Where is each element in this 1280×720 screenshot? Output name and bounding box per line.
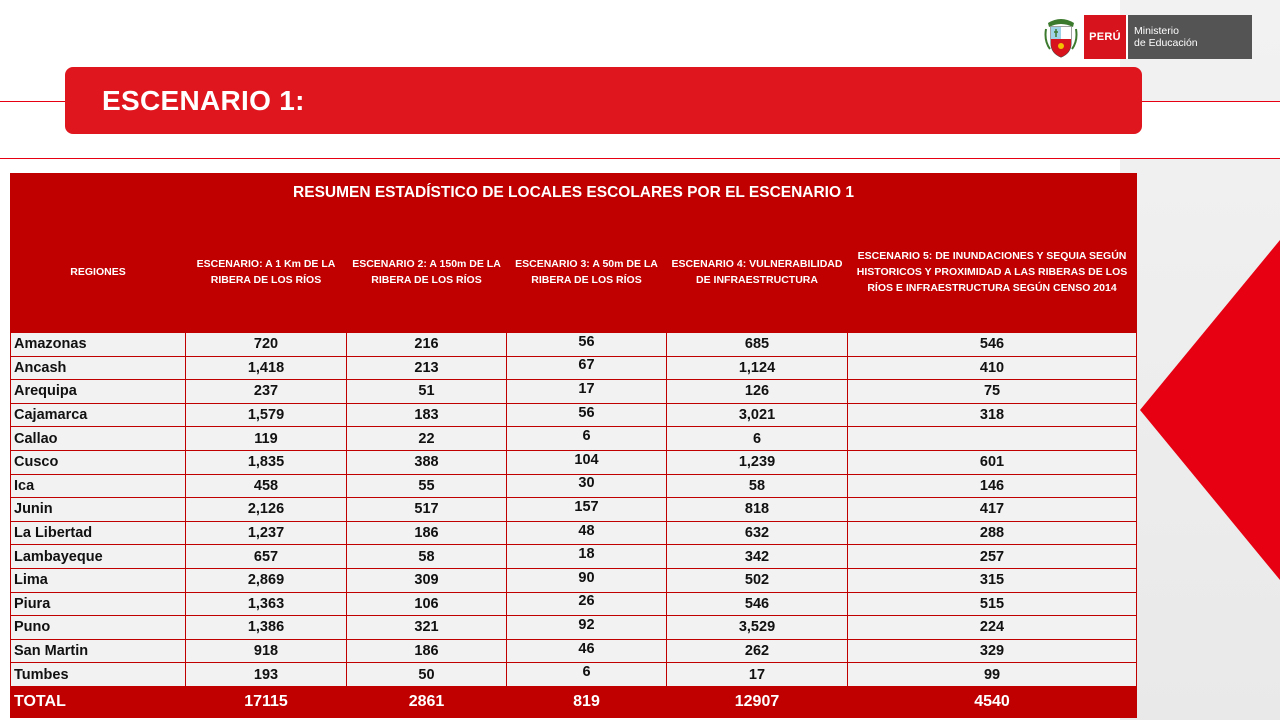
- ministry-line-1: Ministerio: [1134, 25, 1179, 37]
- value-cell: 1,124: [667, 356, 848, 380]
- value-cell: 17: [667, 663, 848, 687]
- table-row: [11, 380, 1137, 404]
- value-cell: 106: [347, 592, 507, 616]
- table-body: [11, 333, 1137, 718]
- total-value: 2861: [347, 686, 507, 717]
- value-cell: 146: [848, 474, 1137, 498]
- column-header-scenario-2: ESCENARIO 2: A 150m DE LA RIBERA DE LOS RÍOS: [347, 212, 507, 333]
- region-cell: Ica: [11, 474, 186, 498]
- table-row: [11, 616, 1137, 640]
- value-cell: 186: [347, 639, 507, 663]
- title-banner: [65, 67, 1142, 134]
- region-cell: Lima: [11, 568, 186, 592]
- value-cell: 55: [347, 474, 507, 498]
- value-cell: 90: [507, 568, 667, 592]
- page-title: ESCENARIO 1:: [102, 84, 305, 116]
- value-cell: 458: [186, 474, 347, 498]
- value-cell: 6: [507, 663, 667, 687]
- ministry-logo: [1044, 15, 1252, 59]
- value-cell: 50: [347, 663, 507, 687]
- value-cell: 126: [667, 380, 848, 404]
- value-cell: 918: [186, 639, 347, 663]
- column-header-scenario-5: ESCENARIO 5: DE INUNDACIONES Y SEQUIA SEGÚN HISTORICOS Y PROXIMIDAD A LAS RIBERAS DE LOS RÍOS E INFRAESTRUCTURA SEGÚN CENSO 2014: [848, 212, 1137, 333]
- value-cell: 546: [848, 333, 1137, 357]
- value-cell: 342: [667, 545, 848, 569]
- value-cell: 515: [848, 592, 1137, 616]
- column-header-regions: REGIONES: [11, 212, 186, 333]
- value-cell: 1,363: [186, 592, 347, 616]
- value-cell: 632: [667, 521, 848, 545]
- region-cell: Piura: [11, 592, 186, 616]
- value-cell: 321: [347, 616, 507, 640]
- value-cell: 99: [848, 663, 1137, 687]
- value-cell: 288: [848, 521, 1137, 545]
- value-cell: 1,579: [186, 403, 347, 427]
- table-row: [11, 450, 1137, 474]
- total-row: [11, 686, 1137, 717]
- value-cell: 410: [848, 356, 1137, 380]
- value-cell: 2,869: [186, 568, 347, 592]
- table-row: [11, 639, 1137, 663]
- table-row: [11, 498, 1137, 522]
- value-cell: 1,239: [667, 450, 848, 474]
- value-cell: 2,126: [186, 498, 347, 522]
- value-cell: 517: [347, 498, 507, 522]
- region-cell: Tumbes: [11, 663, 186, 687]
- table-row: [11, 592, 1137, 616]
- value-cell: 685: [667, 333, 848, 357]
- value-cell: 157: [507, 498, 667, 522]
- value-cell: [848, 427, 1137, 451]
- total-value: 17115: [186, 686, 347, 717]
- table-row: [11, 545, 1137, 569]
- value-cell: 56: [507, 403, 667, 427]
- value-cell: 224: [848, 616, 1137, 640]
- region-cell: Lambayeque: [11, 545, 186, 569]
- value-cell: 67: [507, 356, 667, 380]
- value-cell: 1,418: [186, 356, 347, 380]
- value-cell: 502: [667, 568, 848, 592]
- value-cell: 329: [848, 639, 1137, 663]
- value-cell: 388: [347, 450, 507, 474]
- region-cell: La Libertad: [11, 521, 186, 545]
- value-cell: 104: [507, 450, 667, 474]
- value-cell: 51: [347, 380, 507, 404]
- value-cell: 1,237: [186, 521, 347, 545]
- value-cell: 119: [186, 427, 347, 451]
- column-header-scenario-3: ESCENARIO 3: A 50m DE LA RIBERA DE LOS RÍOS: [507, 212, 667, 333]
- value-cell: 318: [848, 403, 1137, 427]
- value-cell: 3,529: [667, 616, 848, 640]
- value-cell: 186: [347, 521, 507, 545]
- value-cell: 48: [507, 521, 667, 545]
- value-cell: 309: [347, 568, 507, 592]
- value-cell: 92: [507, 616, 667, 640]
- ministry-line-2: de Educación: [1134, 37, 1198, 49]
- value-cell: 6: [667, 427, 848, 451]
- total-value: 12907: [667, 686, 848, 717]
- value-cell: 46: [507, 639, 667, 663]
- value-cell: 6: [507, 427, 667, 451]
- region-cell: Arequipa: [11, 380, 186, 404]
- table-row: [11, 356, 1137, 380]
- value-cell: 216: [347, 333, 507, 357]
- region-cell: Amazonas: [11, 333, 186, 357]
- value-cell: 720: [186, 333, 347, 357]
- value-cell: 3,021: [667, 403, 848, 427]
- table-row: [11, 403, 1137, 427]
- ministry-label-box: [1126, 15, 1252, 59]
- value-cell: 257: [848, 545, 1137, 569]
- value-cell: 18: [507, 545, 667, 569]
- value-cell: 262: [667, 639, 848, 663]
- value-cell: 546: [667, 592, 848, 616]
- value-cell: 1,386: [186, 616, 347, 640]
- region-cell: Cusco: [11, 450, 186, 474]
- value-cell: 58: [667, 474, 848, 498]
- value-cell: 237: [186, 380, 347, 404]
- value-cell: 417: [848, 498, 1137, 522]
- total-value: 4540: [848, 686, 1137, 717]
- value-cell: 213: [347, 356, 507, 380]
- region-cell: Junin: [11, 498, 186, 522]
- value-cell: 657: [186, 545, 347, 569]
- value-cell: 22: [347, 427, 507, 451]
- value-cell: 30: [507, 474, 667, 498]
- value-cell: 818: [667, 498, 848, 522]
- table-row: [11, 568, 1137, 592]
- value-cell: 56: [507, 333, 667, 357]
- region-cell: Ancash: [11, 356, 186, 380]
- country-label: PERÚ: [1089, 31, 1121, 43]
- value-cell: 193: [186, 663, 347, 687]
- total-label: TOTAL: [11, 686, 186, 717]
- value-cell: 601: [848, 450, 1137, 474]
- column-header-scenario-4: ESCENARIO 4: VULNERABILIDAD DE INFRAESTRUCTURA: [667, 212, 848, 333]
- value-cell: 315: [848, 568, 1137, 592]
- region-cell: Puno: [11, 616, 186, 640]
- table-row: [11, 521, 1137, 545]
- value-cell: 183: [347, 403, 507, 427]
- value-cell: 75: [848, 380, 1137, 404]
- region-cell: San Martin: [11, 639, 186, 663]
- table-row: [11, 663, 1137, 687]
- value-cell: 58: [347, 545, 507, 569]
- region-cell: Cajamarca: [11, 403, 186, 427]
- peru-label-box: [1084, 15, 1126, 59]
- table-caption: RESUMEN ESTADÍSTICO DE LOCALES ESCOLARES POR EL ESCENARIO 1: [11, 174, 1137, 212]
- column-header-scenario-1: ESCENARIO: A 1 Km DE LA RIBERA DE LOS RÍOS: [186, 212, 347, 333]
- statistics-table: [10, 173, 1137, 718]
- coat-of-arms-icon: [1044, 15, 1078, 59]
- table-header-row: [11, 212, 1137, 333]
- total-value: 819: [507, 686, 667, 717]
- table-row: [11, 427, 1137, 451]
- value-cell: 26: [507, 592, 667, 616]
- value-cell: 17: [507, 380, 667, 404]
- region-cell: Callao: [11, 427, 186, 451]
- table-row: [11, 474, 1137, 498]
- table-row: [11, 333, 1137, 357]
- value-cell: 1,835: [186, 450, 347, 474]
